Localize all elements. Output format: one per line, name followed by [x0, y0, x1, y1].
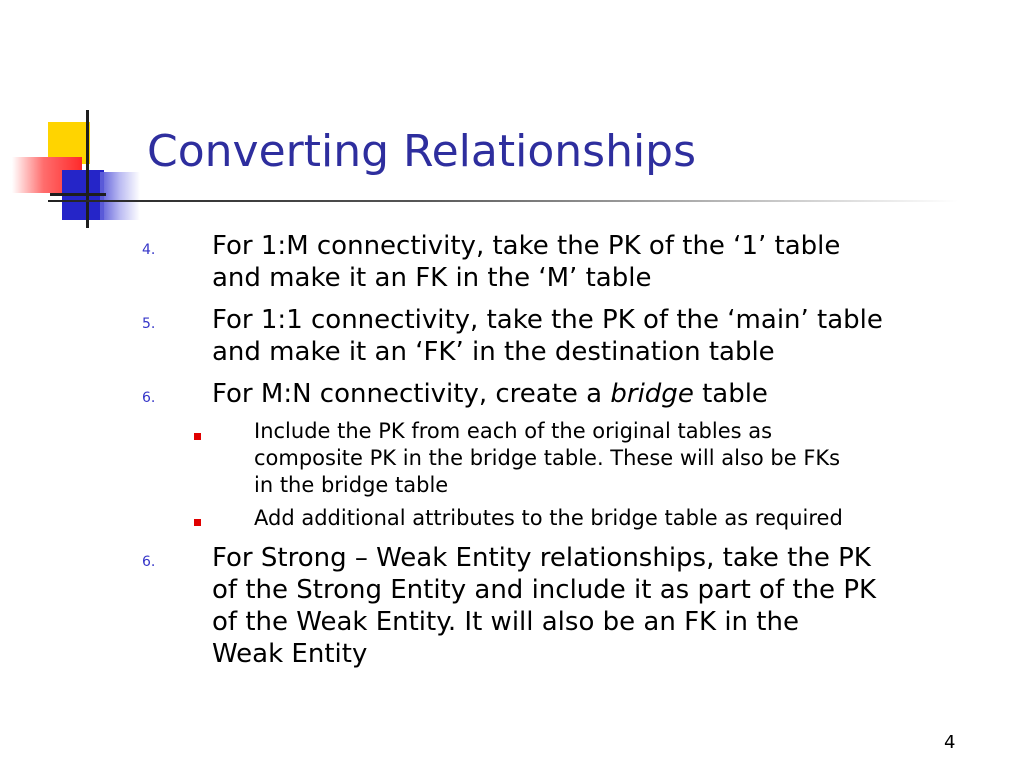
item-text-line: For Strong – Weak Entity relationships, take the PK — [212, 543, 871, 573]
item-text-line: For 1:M connectivity, take the PK of the ‘1’ table — [212, 231, 841, 261]
item-text-line: and make it an ‘FK’ in the destination table — [212, 337, 775, 367]
item-number: 6. — [142, 554, 156, 570]
subitem-text-line: in the bridge table — [254, 473, 449, 497]
item-text-line: of the Weak Entity. It will also be an FK in the — [212, 607, 799, 637]
blue-fade-decoration — [100, 172, 140, 220]
item-number: 6. — [142, 390, 156, 406]
subitem-text-line: Add additional attributes to the bridge table as required — [254, 506, 843, 530]
square-bullet-icon — [194, 433, 201, 440]
item-text-line: of the Strong Entity and include it as part of the PK — [212, 575, 877, 605]
item-text-line: For 1:1 connectivity, take the PK of the ‘main’ table — [212, 305, 883, 335]
page-number: 4 — [944, 732, 956, 753]
square-bullet-icon — [194, 519, 201, 526]
vertical-rule-decoration — [86, 110, 89, 228]
item-text-line: Weak Entity — [212, 639, 368, 669]
item-text-prefix: For M:N connectivity, create a — [212, 379, 611, 409]
subitem-text-line: Include the PK from each of the original tables as — [254, 419, 773, 443]
slide-title: Converting Relationships — [147, 126, 697, 177]
item-text-line — [212, 379, 768, 409]
item-text-suffix: table — [693, 379, 768, 409]
item-text-emphasis: bridge — [610, 379, 694, 409]
short-rule-decoration — [50, 193, 106, 196]
item-text-line: and make it an FK in the ‘M’ table — [212, 263, 652, 293]
item-number: 5. — [142, 316, 156, 332]
subitem-text-line: composite PK in the bridge table. These will also be FKs — [254, 446, 841, 470]
item-number: 4. — [142, 242, 156, 258]
title-underline — [48, 200, 958, 202]
